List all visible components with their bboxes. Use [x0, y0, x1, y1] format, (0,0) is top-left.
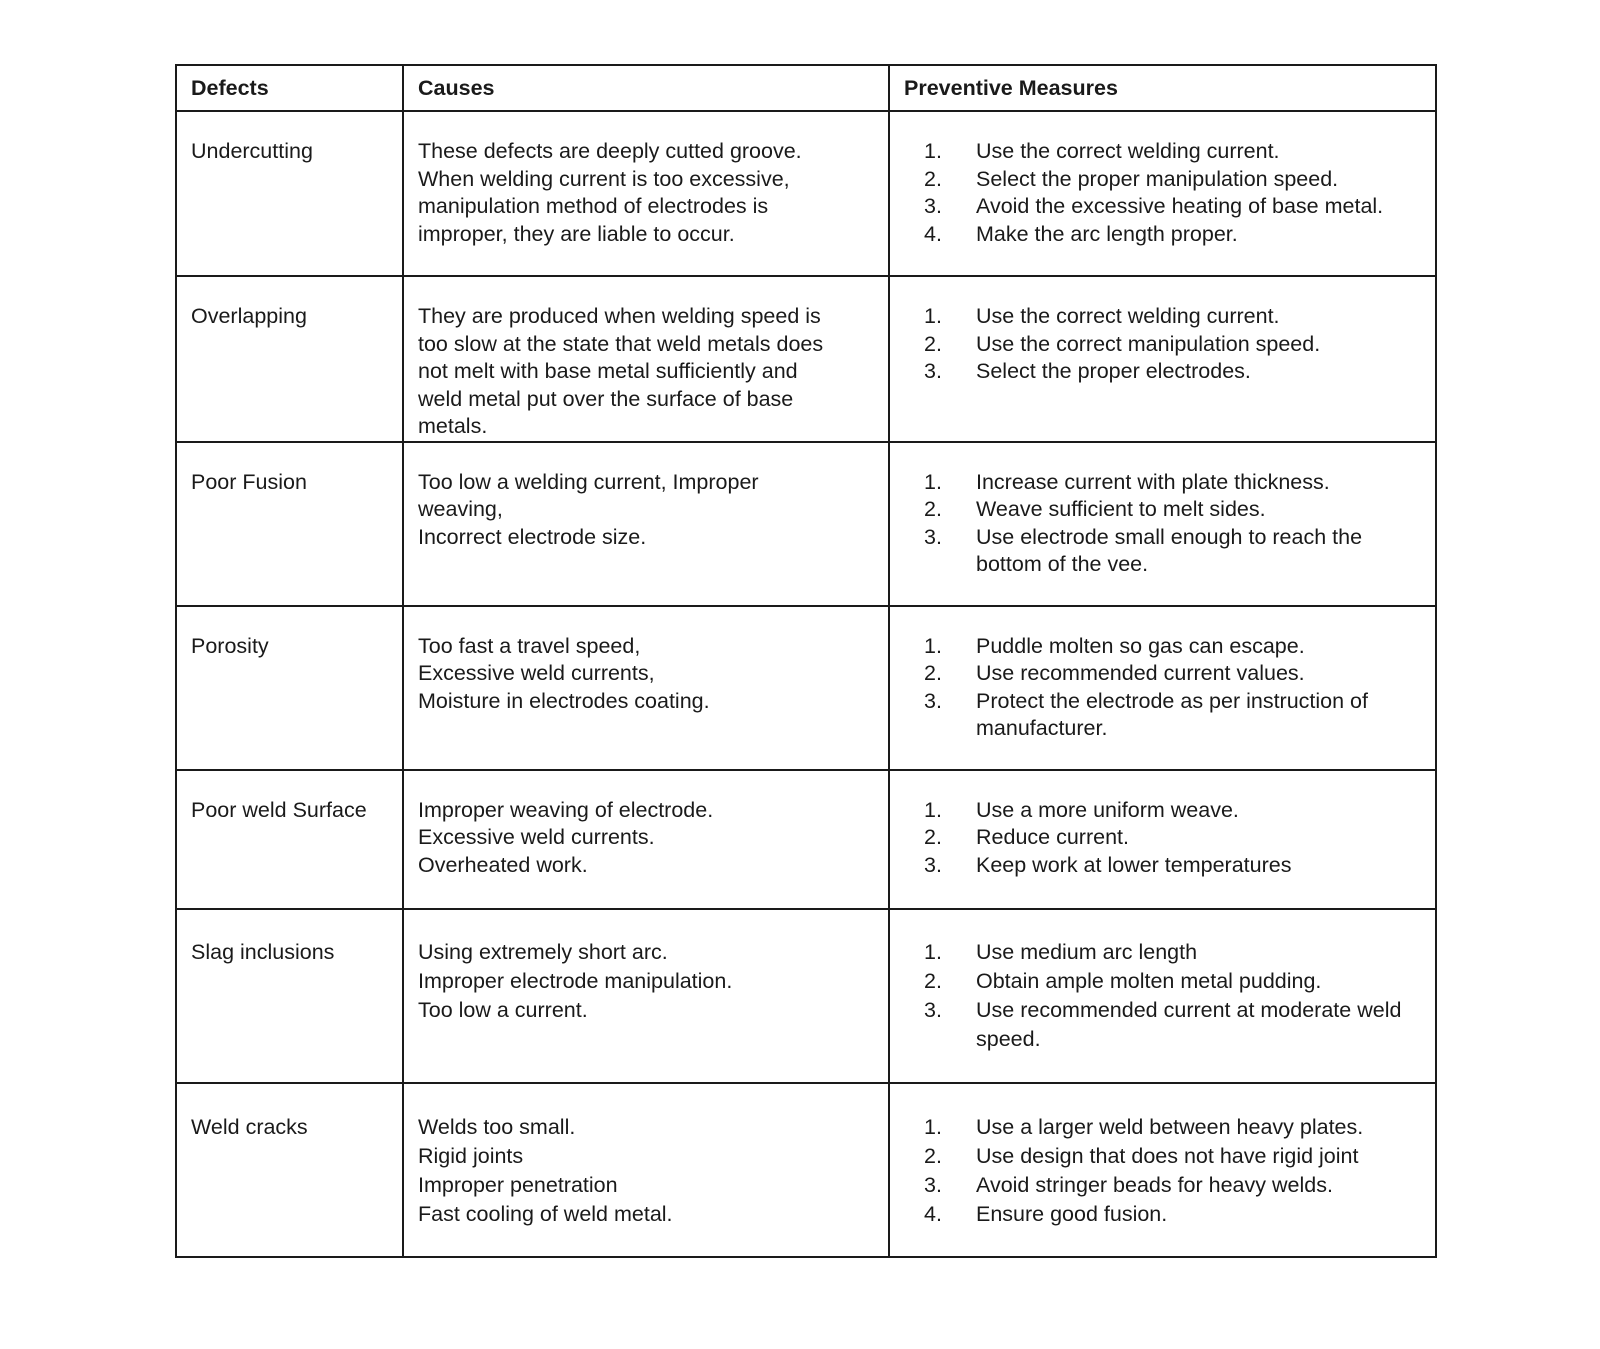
table-row	[176, 1083, 1436, 1257]
preventive-measures-cell	[889, 909, 1436, 1083]
causes-cell	[403, 770, 889, 909]
measure-number: 2.	[924, 968, 942, 993]
measure-item	[904, 221, 1423, 249]
cause-line: Improper penetration	[418, 1172, 618, 1197]
measure-number: 1.	[924, 797, 942, 822]
measure-item	[904, 496, 1423, 524]
measure-item	[904, 1200, 1423, 1229]
measure-text: Avoid stringer beads for heavy welds.	[976, 1172, 1333, 1197]
measure-text: Use the correct welding current.	[976, 304, 1280, 328]
preventive-measures-cell	[889, 276, 1436, 442]
measure-text: Puddle molten so gas can escape.	[976, 633, 1305, 658]
measure-text: Obtain ample molten metal pudding.	[976, 968, 1322, 993]
cause-line: Too low a welding current, Improper	[418, 469, 759, 494]
measure-text: Increase current with plate thickness.	[976, 469, 1330, 494]
measure-item	[904, 996, 1423, 1054]
causes-cell	[403, 909, 889, 1083]
measure-number: 3.	[924, 1172, 942, 1197]
measure-text: Use recommended current values.	[976, 661, 1305, 685]
measure-number: 1.	[924, 139, 942, 163]
measure-text: Use a larger weld between heavy plates.	[976, 1114, 1364, 1139]
defect-cell: Porosity	[176, 606, 403, 770]
measure-item	[904, 193, 1423, 221]
measures-list	[904, 303, 1423, 386]
cause-line: Incorrect electrode size.	[418, 524, 647, 549]
preventive-measures-cell	[889, 111, 1436, 276]
cause-line: Improper weaving of electrode.	[418, 797, 714, 822]
cause-line: improper, they are liable to occur.	[418, 221, 735, 246]
measure-text: Protect the electrode as per instruction of manufacturer.	[976, 688, 1368, 740]
measure-number: 1.	[924, 633, 942, 658]
measure-item	[904, 358, 1423, 386]
measure-number: 2.	[924, 1143, 942, 1168]
measure-text: Use the correct manipulation speed.	[976, 331, 1321, 356]
header-preventive-measures: Preventive Measures	[889, 65, 1436, 111]
cause-line: not melt with base metal sufficiently and	[418, 359, 798, 383]
header-causes: Causes	[403, 65, 889, 111]
cause-line: Welds too small.	[418, 1114, 576, 1139]
measures-list	[904, 138, 1423, 248]
measure-text: Use electrode small enough to reach the bottom of the vee.	[976, 524, 1363, 576]
measure-number: 2.	[924, 331, 942, 356]
measure-number: 1.	[924, 1114, 942, 1139]
table-row	[176, 770, 1436, 909]
measure-item	[904, 1113, 1423, 1142]
cause-line: When welding current is too excessive,	[418, 166, 790, 191]
measure-item	[904, 824, 1423, 852]
cause-line: metals.	[418, 414, 488, 438]
causes-cell	[403, 606, 889, 770]
measure-number: 3.	[924, 359, 942, 383]
measure-number: 1.	[924, 469, 942, 494]
defect-cell: Undercutting	[176, 111, 403, 276]
cause-line: too slow at the state that weld metals does	[418, 331, 824, 356]
table-row	[176, 909, 1436, 1083]
table-row	[176, 606, 1436, 770]
preventive-measures-cell	[889, 1083, 1436, 1257]
measure-text: Use design that does not have rigid joint	[976, 1143, 1359, 1168]
measures-list	[904, 633, 1423, 743]
cause-line: Excessive weld currents.	[418, 825, 655, 849]
measures-list	[904, 1113, 1423, 1229]
measure-text: Use medium arc length	[976, 939, 1198, 964]
measure-number: 2.	[924, 661, 942, 685]
measure-number: 1.	[924, 304, 942, 328]
measures-list	[904, 797, 1423, 880]
measure-number: 4.	[924, 221, 942, 246]
table-row	[176, 276, 1436, 442]
measure-text: Select the proper manipulation speed.	[976, 166, 1339, 191]
preventive-measures-cell	[889, 606, 1436, 770]
measure-number: 3.	[924, 524, 942, 549]
measure-number: 3.	[924, 688, 942, 713]
cause-line: Rigid joints	[418, 1143, 524, 1168]
measure-text: Make the arc length proper.	[976, 221, 1238, 246]
measures-list	[904, 469, 1423, 579]
causes-cell	[403, 442, 889, 606]
measure-item	[904, 688, 1423, 743]
table-row	[176, 111, 1436, 276]
causes-cell	[403, 1083, 889, 1257]
measure-text: Use the correct welding current.	[976, 139, 1280, 163]
table-header-row	[176, 65, 1436, 111]
measure-text: Ensure good fusion.	[976, 1201, 1168, 1226]
header-defects: Defects	[176, 65, 403, 111]
measure-item	[904, 1142, 1423, 1171]
measures-list	[904, 938, 1423, 1054]
measure-text: Reduce current.	[976, 825, 1129, 849]
measure-item	[904, 660, 1423, 688]
preventive-measures-cell	[889, 770, 1436, 909]
cause-line: They are produced when welding speed is	[418, 304, 821, 328]
table-row	[176, 442, 1436, 606]
cause-line: weld metal put over the surface of base	[418, 386, 794, 411]
measure-text: Select the proper electrodes.	[976, 359, 1251, 383]
causes-cell	[403, 111, 889, 276]
measure-text: Weave sufficient to melt sides.	[976, 497, 1266, 521]
measure-item	[904, 331, 1423, 359]
measure-number: 3.	[924, 852, 942, 877]
measure-number: 2.	[924, 825, 942, 849]
measure-item	[904, 469, 1423, 497]
measure-text: Use recommended current at moderate weld speed.	[976, 997, 1402, 1051]
defect-cell: Overlapping	[176, 276, 403, 442]
defect-cell: Slag inclusions	[176, 909, 403, 1083]
welding-defects-table	[175, 64, 1437, 1258]
measure-item	[904, 303, 1423, 331]
measure-item	[904, 797, 1423, 825]
cause-line: manipulation method of electrodes is	[418, 194, 769, 218]
cause-line: Too fast a travel speed,	[418, 633, 641, 658]
cause-line: Improper electrode manipulation.	[418, 968, 733, 993]
defect-cell: Poor weld Surface	[176, 770, 403, 909]
measure-text: Keep work at lower temperatures	[976, 852, 1292, 877]
measure-number: 4.	[924, 1201, 942, 1226]
defect-cell: Weld cracks	[176, 1083, 403, 1257]
cause-line: Excessive weld currents,	[418, 661, 655, 685]
measure-text: Avoid the excessive heating of base metal.	[976, 194, 1384, 218]
cause-line: Moisture in electrodes coating.	[418, 688, 710, 713]
defect-cell: Poor Fusion	[176, 442, 403, 606]
measure-item	[904, 1171, 1423, 1200]
measure-text: Use a more uniform weave.	[976, 797, 1239, 822]
measure-item	[904, 967, 1423, 996]
table-body	[176, 111, 1436, 1257]
measure-item	[904, 852, 1423, 880]
measure-item	[904, 166, 1423, 194]
measure-number: 2.	[924, 497, 942, 521]
cause-line: Using extremely short arc.	[418, 939, 668, 964]
measure-item	[904, 524, 1423, 579]
measure-item	[904, 938, 1423, 967]
cause-line: These defects are deeply cutted groove.	[418, 139, 802, 163]
cause-line: weaving,	[418, 497, 503, 521]
measure-number: 3.	[924, 997, 942, 1022]
causes-cell	[403, 276, 889, 442]
cause-line: Fast cooling of weld metal.	[418, 1201, 673, 1226]
preventive-measures-cell	[889, 442, 1436, 606]
cause-line: Overheated work.	[418, 852, 588, 877]
measure-item	[904, 633, 1423, 661]
measure-item	[904, 138, 1423, 166]
cause-line: Too low a current.	[418, 997, 588, 1022]
measure-number: 3.	[924, 194, 942, 218]
measure-number: 2.	[924, 166, 942, 191]
measure-number: 1.	[924, 939, 942, 964]
